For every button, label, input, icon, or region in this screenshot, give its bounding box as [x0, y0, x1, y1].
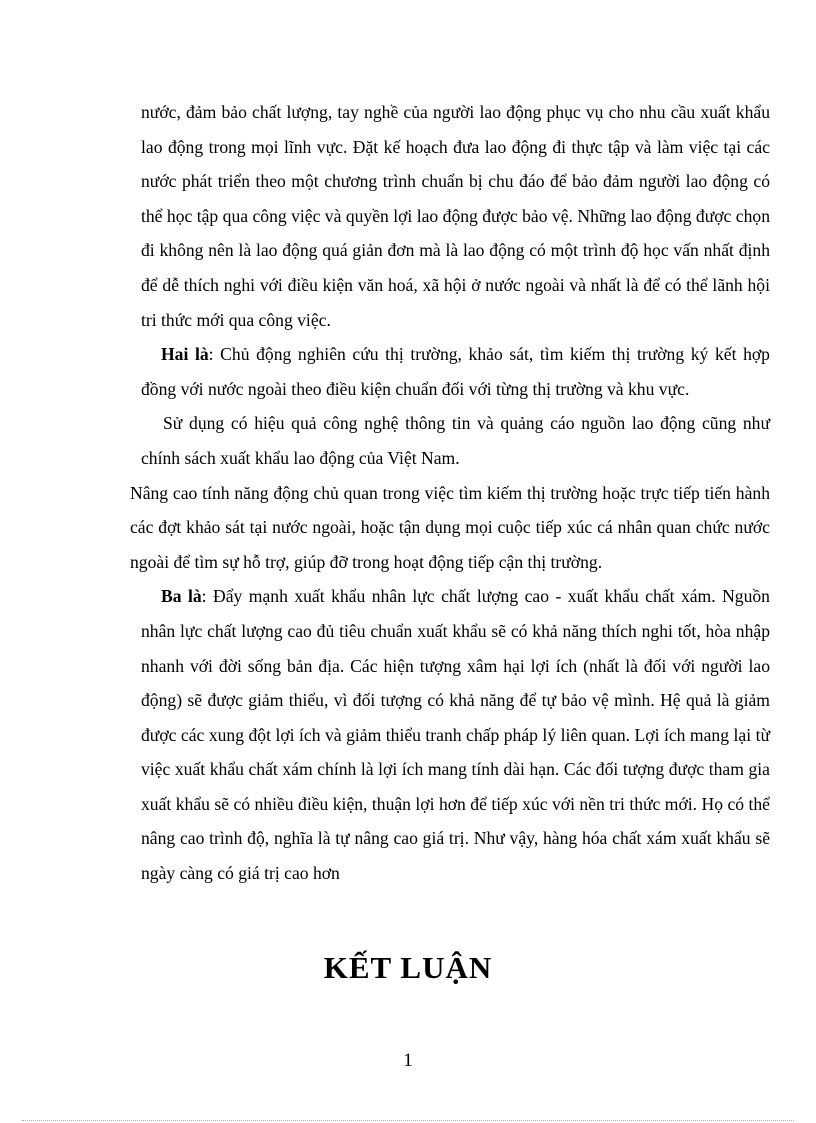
paragraph-hai-la: [141, 337, 770, 406]
paragraph-text: Nâng cao tính năng động chủ quan trong việc tìm kiếm thị trường hoặc trực tiếp tiến hành các đợt khảo sát tại nước ngoài, hoặc tận dụng mọi cuộc tiếp xúc cá nhân quan chức nước ngoài để tìm sự hỗ trợ, giúp đỡ trong hoạt động tiếp cận thị trường.: [130, 482, 770, 572]
paragraph-text: : Đẩy mạnh xuất khẩu nhân lực chất lượng cao - xuất khẩu chất xám. Nguồn nhân lực chất lượng cao đủ tiêu chuẩn xuất khẩu sẽ có khả năng thích nghi tốt, hòa nhập nhanh với đời sống bản địa. Các hiện tượng xâm hại lợi ích (nhất là đối với người lao động) sẽ được giảm thiểu, vì đối tượng có khả năng để tự bảo vệ mình. Hệ quả là giảm được các xung đột lợi ích và giảm thiểu tranh chấp pháp lý liên quan. Lợi ích mang lại từ việc xuất khẩu chất xám chính là lợi ích mang tính dài hạn. Các đối tượng được tham gia xuất khẩu sẽ có nhiều điều kiện, thuận lợi hơn để tiếp xúc với nền tri thức mới. Họ có thể nâng cao trình độ, nghĩa là tự nâng cao giá trị. Như vậy, hàng hóa chất xám xuất khẩu sẽ ngày càng có giá trị cao hơn: [141, 586, 770, 884]
paragraph-su-dung: [141, 406, 770, 475]
page-bottom-divider: [22, 1120, 794, 1121]
paragraph-text: nước, đảm bảo chất lượng, tay nghề của người lao động phục vụ cho nhu cầu xuất khẩu lao động trong mọi lĩnh vực. Đặt kế hoạch đưa lao động đi thực tập và làm việc tại các nước phát triển theo một chương trình chuẩn bị chu đáo để bảo đảm người lao động có thể học tập qua công việc và quyền lợi lao động được bảo vệ. Những lao động được chọn đi không nên là lao động quá giản đơn mà là lao động có một trình độ học vấn nhất định để dễ thích nghi với điều kiện văn hoá, xã hội ở nước ngoài và nhất là để có thể lãnh hội tri thức mới qua công việc.: [141, 102, 770, 330]
paragraph-continuation: [141, 95, 770, 337]
paragraph-lead: Ba là: [161, 586, 202, 607]
paragraph-lead: Hai là: [161, 344, 209, 365]
page-number: 1: [403, 1050, 413, 1071]
paragraph-ba-la: [141, 579, 770, 890]
body-text: [130, 95, 770, 891]
paragraph-text: : Chủ động nghiên cứu thị trường, khảo sát, tìm kiếm thị trường ký kết hợp đồng với nước ngoài theo điều kiện chuẩn đối với từng thị trường và khu vực.: [141, 344, 770, 399]
paragraph-text: Sử dụng có hiệu quả công nghệ thông tin và quảng cáo nguồn lao động cũng như chính sách xuất khẩu lao động của Việt Nam.: [141, 413, 770, 468]
paragraph-nang-cao: [130, 476, 770, 580]
section-heading: KẾT LUẬN: [323, 950, 493, 985]
